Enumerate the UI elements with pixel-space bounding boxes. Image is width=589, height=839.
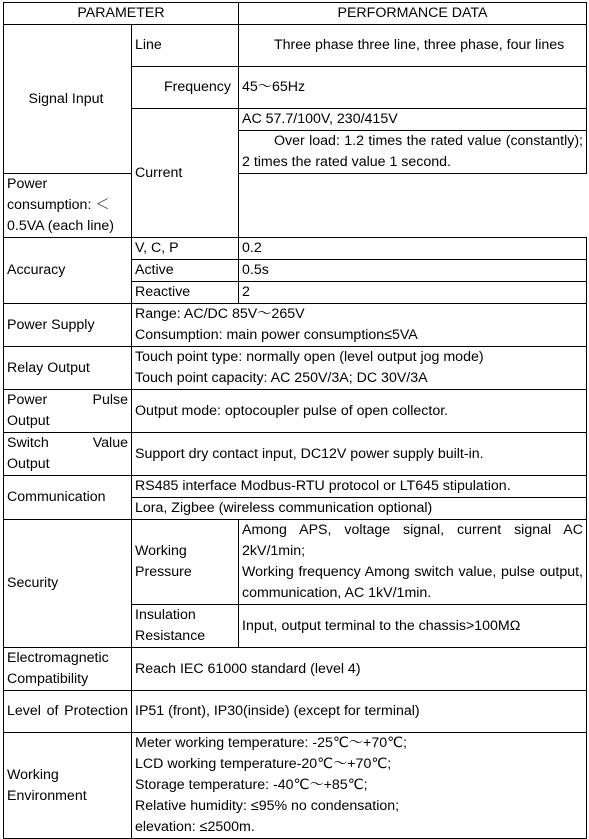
- env-humidity: Relative humidity: ≤95% no condensation;: [135, 798, 400, 814]
- working-pressure-line-2: Working frequency Among switch value, pulse output, communication, AC 1kV/1min.: [242, 564, 583, 601]
- frequency-name: Frequency: [132, 67, 239, 109]
- communication-wireless: Lora, Zigbee (wireless communication optional): [132, 498, 587, 520]
- working-pressure-line-1: Among APS, voltage signal, current signal AC 2kV/1min;: [242, 522, 583, 559]
- signal-line-row: [4, 25, 587, 67]
- emc-row: [4, 648, 587, 691]
- communication-row-rs485: [4, 476, 587, 498]
- env-meter-temp: Meter working temperature: -25℃～+70℃;: [135, 735, 407, 751]
- env-elevation: elevation: ≤2500m.: [135, 819, 255, 835]
- protection-label: Level of Protection: [4, 691, 132, 733]
- current-overload-value: Over load: 1.2 times the rated value (constantly); 2 times the rated value 1 second.: [239, 131, 587, 174]
- protection-row: [4, 691, 587, 733]
- power-supply-consumption: Consumption: main power consumption≤5VA: [135, 327, 418, 343]
- power-supply-value: [132, 304, 587, 347]
- line-name: Line: [132, 25, 239, 67]
- power-pulse-label: Power Pulse Output: [4, 390, 132, 433]
- accuracy-name-reactive: Reactive: [132, 282, 239, 304]
- accuracy-value-reactive: 2: [239, 282, 587, 304]
- accuracy-name-vcp: V, C, P: [132, 238, 239, 260]
- communication-label: Communication: [4, 476, 132, 520]
- environment-value: [132, 733, 587, 839]
- accuracy-label: Accuracy: [4, 238, 132, 304]
- insulation-name: Insulation Resistance: [132, 605, 239, 648]
- switch-value-value: Support dry contact input, DC12V power supply built-in.: [132, 433, 587, 476]
- communication-rs485: RS485 interface Modbus-RTU protocol or LT645 stipulation.: [132, 476, 587, 498]
- power-supply-label: Power Supply: [4, 304, 132, 347]
- line-value: Three phase three line, three phase, four lines: [239, 25, 587, 67]
- relay-touch-type: Touch point type: normally open (level output jog mode): [135, 349, 484, 365]
- protection-value: IP51 (front), IP30(inside) (except for terminal): [132, 691, 587, 733]
- security-label: Security: [4, 520, 132, 648]
- relay-output-value: [132, 347, 587, 390]
- security-pressure-row: [4, 520, 587, 605]
- current-consumption-row: [4, 174, 587, 238]
- switch-value-label: Switch Value Output: [4, 433, 132, 476]
- spec-table: [3, 2, 587, 839]
- power-supply-range: Range: AC/DC 85V～265V: [135, 306, 305, 322]
- working-pressure-name: Working Pressure: [132, 520, 239, 605]
- frequency-value: 45～65Hz: [239, 67, 587, 109]
- power-supply-row: [4, 304, 587, 347]
- env-storage-temp: Storage temperature: -40℃～+85℃;: [135, 777, 368, 793]
- header-parameter: PARAMETER: [4, 3, 239, 25]
- accuracy-value-active: 0.5s: [239, 260, 587, 282]
- relay-touch-capacity: Touch point capacity: AC 250V/3A; DC 30V/3A: [135, 370, 428, 386]
- environment-row: [4, 733, 587, 839]
- emc-label: Electromagnetic Compatibility: [4, 648, 132, 691]
- relay-output-row: [4, 347, 587, 390]
- signal-input-label: Signal Input: [4, 25, 132, 174]
- switch-value-row: [4, 433, 587, 476]
- header-row: [4, 3, 587, 25]
- accuracy-row-vcp: [4, 238, 587, 260]
- env-lcd-temp: LCD working temperature-20℃～+70℃;: [135, 756, 392, 772]
- working-pressure-value: [239, 520, 587, 605]
- current-rated-value: AC 57.7/100V, 230/415V: [239, 109, 587, 131]
- relay-output-label: Relay Output: [4, 347, 132, 390]
- current-consumption-value: Power consumption: ＜ 0.5VA (each line): [4, 174, 132, 238]
- accuracy-value-vcp: 0.2: [239, 238, 587, 260]
- header-performance: PERFORMANCE DATA: [239, 3, 587, 25]
- insulation-value: Input, output terminal to the chassis>100MΩ: [239, 605, 587, 648]
- emc-value: Reach IEC 61000 standard (level 4): [132, 648, 587, 691]
- current-name: Current: [132, 109, 239, 238]
- power-pulse-value: Output mode: optocoupler pulse of open collector.: [132, 390, 587, 433]
- environment-label: Working Environment: [4, 733, 132, 839]
- accuracy-name-active: Active: [132, 260, 239, 282]
- power-pulse-row: [4, 390, 587, 433]
